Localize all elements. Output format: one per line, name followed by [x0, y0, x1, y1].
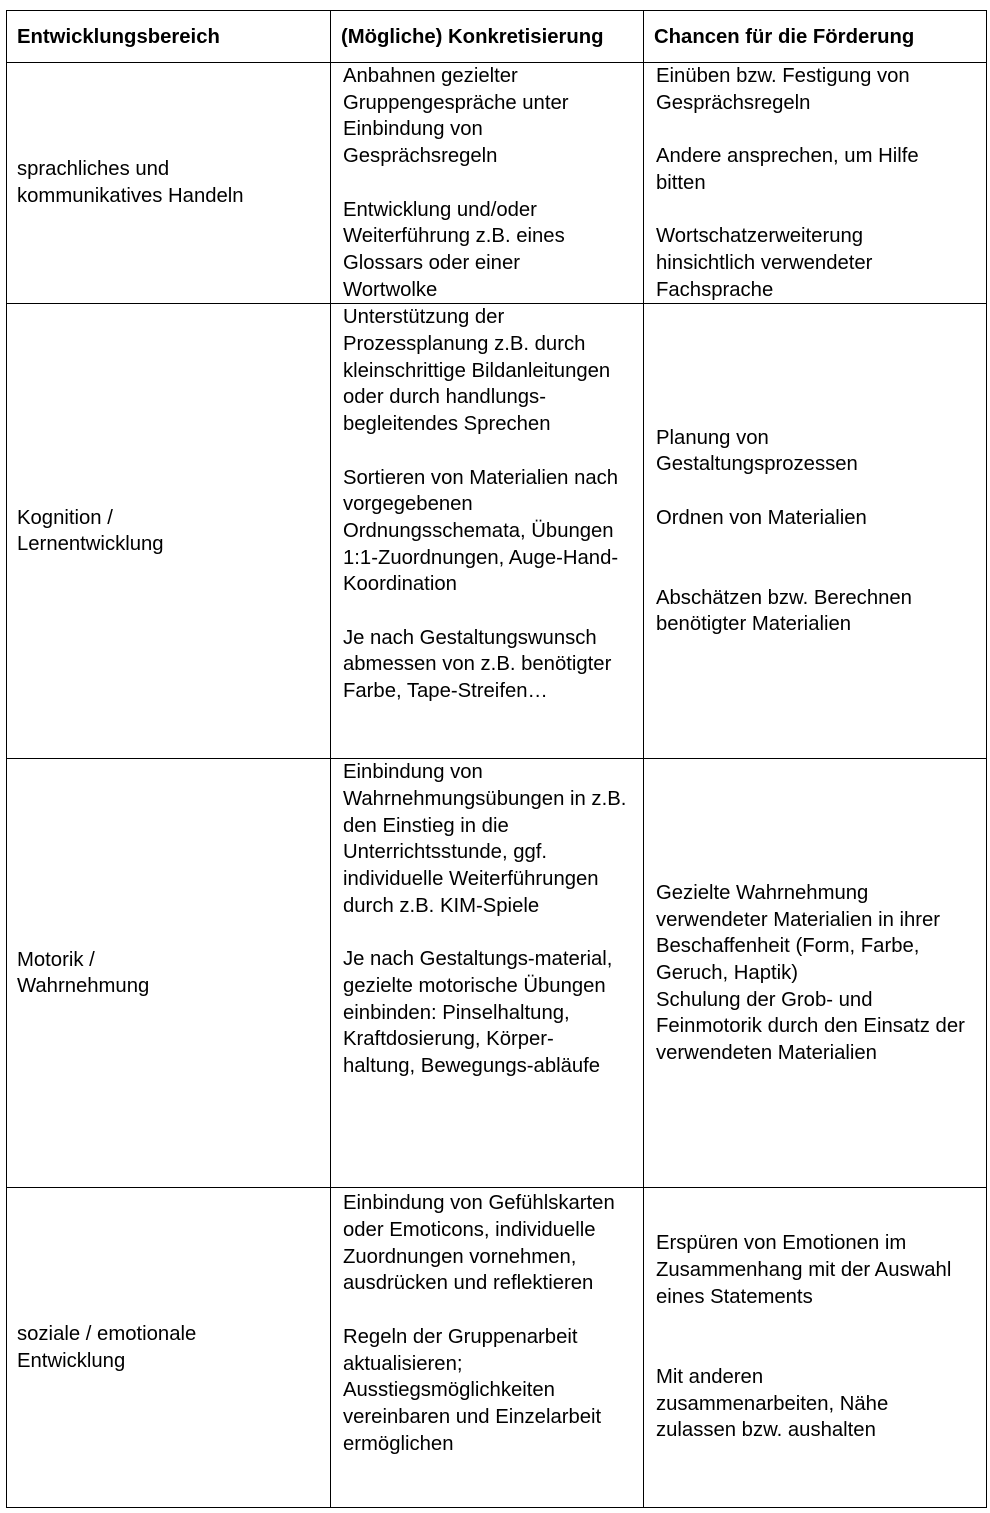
- konkretisierung-text: Einbindung von Wahrnehmungsübungen in z.B. den Einstieg in die Unterrichtsstunde, ggf. individuelle Weiterführungen durch z.B. KIM-Spiele: [343, 761, 627, 917]
- chancen-text: Ordnen von Materialien: [656, 506, 867, 529]
- chancen-text: Planung von Gestaltungsprozessen: [656, 426, 858, 476]
- chancen-text: Abschätzen bzw. Berechnen benötigter Materialien: [656, 586, 912, 636]
- konkretisierung-text: Je nach Gestaltungswunsch abmessen von z.B. benötigter Farbe, Tape-Streifen…: [343, 626, 612, 703]
- konkretisierung-text: Unterstützung der Prozessplanung z.B. durch kleinschrittige Bildanleitungen oder durch handlungs-begleitendes Sprechen: [343, 306, 611, 436]
- table-row: [7, 304, 987, 759]
- header-chancen: Chancen für die Förderung: [644, 11, 987, 63]
- konkretisierung-cell: [331, 759, 644, 1188]
- table-row: [7, 759, 987, 1188]
- foerderung-table: [6, 10, 987, 1508]
- konkretisierung-text: Je nach Gestaltungs-material, gezielte motorische Übungen einbinden: Pinselhaltung, Kraftdosierung, Körper-haltung, Bewegungs-abläufe: [343, 948, 613, 1078]
- bereich-cell: [7, 1188, 331, 1508]
- konkretisierung-text: Entwicklung und/oder Weiterführung z.B. eines Glossars oder einer Wortwolke: [343, 198, 565, 301]
- bereich-cell: [7, 759, 331, 1188]
- bereich-cell: [7, 63, 331, 304]
- bereich-text: soziale / emotionale Entwicklung: [17, 1323, 197, 1372]
- chancen-cell: [644, 63, 987, 304]
- chancen-text: Mit anderen zusammenarbeiten, Nähe zulassen bzw. aushalten: [656, 1365, 889, 1442]
- chancen-text: Wortschatzerweiterung hinsichtlich verwendeter Fachsprache: [656, 225, 873, 301]
- chancen-cell: [644, 304, 987, 759]
- bereich-text: Motorik / Wahrnehmung: [17, 948, 150, 998]
- chancen-text: Erspüren von Emotionen im Zusammenhang mit der Auswahl eines Statements: [656, 1232, 952, 1308]
- chancen-text: Einüben bzw. Festigung von Gesprächsregeln: [656, 65, 910, 114]
- konkretisierung-cell: [331, 63, 644, 304]
- header-konkretisierung: (Mögliche) Konkretisierung: [331, 11, 644, 63]
- bereich-text: Kognition / Lernentwicklung: [17, 506, 164, 556]
- konkretisierung-cell: [331, 1188, 644, 1508]
- header-entwicklungsbereich: Entwicklungsbereich: [7, 11, 331, 63]
- chancen-text: Gezielte Wahrnehmung verwendeter Materialien in ihrer Beschaffenheit (Form, Farbe, Geruch, Haptik): [656, 881, 941, 984]
- konkretisierung-cell: [331, 304, 644, 759]
- header-row: [7, 11, 987, 63]
- chancen-cell: [644, 1188, 987, 1508]
- chancen-cell: [644, 759, 987, 1188]
- konkretisierung-text: Einbindung von Gefühlskarten oder Emoticons, individuelle Zuordnungen vornehmen, ausdrücken und reflektieren: [343, 1192, 615, 1295]
- table-row: [7, 63, 987, 304]
- bereich-cell: [7, 304, 331, 759]
- bereich-text: sprachliches und kommunikatives Handeln: [17, 158, 244, 208]
- konkretisierung-text: Anbahnen gezielter Gruppengespräche unter Einbindung von Gesprächsregeln: [343, 65, 569, 168]
- konkretisierung-text: Regeln der Gruppenarbeit aktualisieren; Ausstiegsmöglichkeiten vereinbaren und Einzelarbeit ermöglichen: [343, 1325, 602, 1455]
- konkretisierung-text: Sortieren von Materialien nach vorgegebenen Ordnungsschemata, Übungen 1:1-Zuordnungen, Auge-Hand-Koordination: [343, 466, 619, 596]
- chancen-text: Schulung der Grob- und Feinmotorik durch den Einsatz der verwendeten Materialien: [656, 988, 965, 1065]
- table-row: [7, 1188, 987, 1508]
- chancen-text: Andere ansprechen, um Hilfe bitten: [656, 145, 919, 194]
